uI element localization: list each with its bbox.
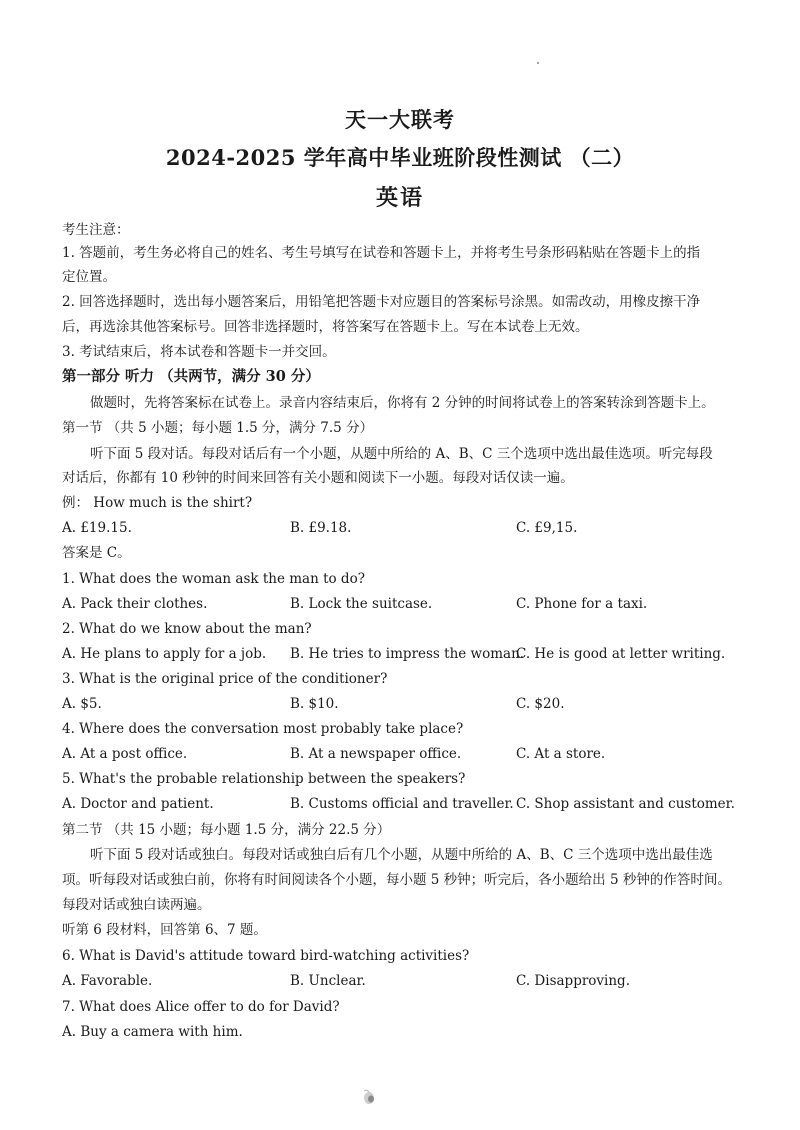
section1-instr: 听下面 5 段对话。每段对话后有一个小题，从题中所给的 A、B、C 三个选项中选出最佳选项。听完每段 xyxy=(90,446,713,462)
example-answer: 答案是 C。 xyxy=(62,545,131,561)
example-option-a: A. £19.15. xyxy=(62,520,132,536)
q2-option-a: A. He plans to apply for a job. xyxy=(62,646,267,662)
q2-option-c: C. He is good at letter writing. xyxy=(516,646,726,662)
q3-option-c: C. $20. xyxy=(516,696,565,712)
section2-instr: 听下面 5 段对话或独白。每段对话或独白后有几个小题，从题中所给的 A、B、C 三个选项中选出最佳选 xyxy=(90,847,713,863)
q7-option-a: A. Buy a camera with him. xyxy=(62,1024,243,1040)
q5-option-b: B. Customs official and traveller. xyxy=(290,796,514,812)
q5-option-a: A. Doctor and patient. xyxy=(62,796,214,812)
material-6-heading: 听第 6 段材料，回答第 6、7 题。 xyxy=(62,922,267,938)
q5-option-c: C. Shop assistant and customer. xyxy=(516,796,735,812)
notice-item-3: 3. 考试结束后，将本试卷和答题卡一并交回。 xyxy=(62,344,336,360)
question-5: 5. What's the probable relationship between the speakers? xyxy=(62,771,466,787)
example-option-c: C. £9,15. xyxy=(516,520,578,536)
notice-item-1: 1. 答题前，考生务必将自己的姓名、考生号填写在试卷和答题卡上，并将考生号条形码粘贴在答题卡上的指 xyxy=(62,245,701,261)
watermark-icon xyxy=(360,1087,378,1107)
q4-option-a: A. At a post office. xyxy=(62,746,188,762)
q4-option-c: C. At a store. xyxy=(516,746,606,762)
notice-item-2: 2. 回答选择题时，选出每小题答案后，用铅笔把答题卡对应题目的答案标号涂黑。如需改动，用橡皮擦干净 xyxy=(62,294,701,310)
example-question: 例： How much is the shirt? xyxy=(62,495,253,511)
question-2: 2. What do we know about the man? xyxy=(62,621,312,637)
notice-title: 考生注意： xyxy=(62,222,130,238)
example-option-b: B. £9.18. xyxy=(290,520,352,536)
section2-title: 第二节 （共 15 小题；每小题 1.5 分，满分 22.5 分） xyxy=(62,822,391,838)
subject-title: 英语 xyxy=(375,185,424,211)
section2-instr-cont: 项。听每段对话或独白前，你将有时间阅读各个小题，每小题 5 秒钟；听完后，各小题给出 5 秒钟的作答时间。 xyxy=(62,872,731,888)
exam-title: 2024-2025 学年高中毕业班阶段性测试 （二） xyxy=(165,145,635,170)
part1-title: 第一部分 听力 （共两节，满分 30 分） xyxy=(62,368,320,385)
notice-item-2-cont: 后，再选涂其他答案标号。回答非选择题时，将答案写在答题卡上。写在本试卷上无效。 xyxy=(62,319,589,335)
q1-option-a: A. Pack their clothes. xyxy=(62,596,208,612)
q2-option-b: B. He tries to impress the woman. xyxy=(290,646,525,662)
question-7: 7. What does Alice offer to do for David? xyxy=(62,999,340,1015)
question-6: 6. What is David's attitude toward bird-watching activities? xyxy=(62,948,470,964)
part1-intro: 做题时，先将答案标在试卷上。录音内容结束后，你将有 2 分钟的时间将试卷上的答案转涂到答题卡上。 xyxy=(90,395,715,411)
q3-option-b: B. $10. xyxy=(290,696,339,712)
org-title: 天一大联考 xyxy=(345,107,455,132)
q3-option-a: A. $5. xyxy=(62,696,102,712)
q6-option-c: C. Disapproving. xyxy=(516,973,630,989)
q6-option-b: B. Unclear. xyxy=(290,973,366,989)
q1-option-b: B. Lock the suitcase. xyxy=(290,596,433,612)
question-1: 1. What does the woman ask the man to do? xyxy=(62,571,365,587)
q1-option-c: C. Phone for a taxi. xyxy=(516,596,648,612)
q4-option-b: B. At a newspaper office. xyxy=(290,746,462,762)
question-4: 4. Where does the conversation most probably take place? xyxy=(62,721,464,737)
question-3: 3. What is the original price of the conditioner? xyxy=(62,671,388,687)
notice-item-1-cont: 定位置。 xyxy=(62,269,116,285)
section2-instr-cont-2: 每段对话或独白读两遍。 xyxy=(62,897,211,913)
scan-speck xyxy=(537,62,539,64)
section1-title: 第一节 （共 5 小题；每小题 1.5 分，满分 7.5 分） xyxy=(62,420,374,436)
section1-instr-cont: 对话后，你都有 10 秒钟的时间来回答有关小题和阅读下一小题。每段对话仅读一遍。 xyxy=(62,470,574,486)
q6-option-a: A. Favorable. xyxy=(62,973,153,989)
